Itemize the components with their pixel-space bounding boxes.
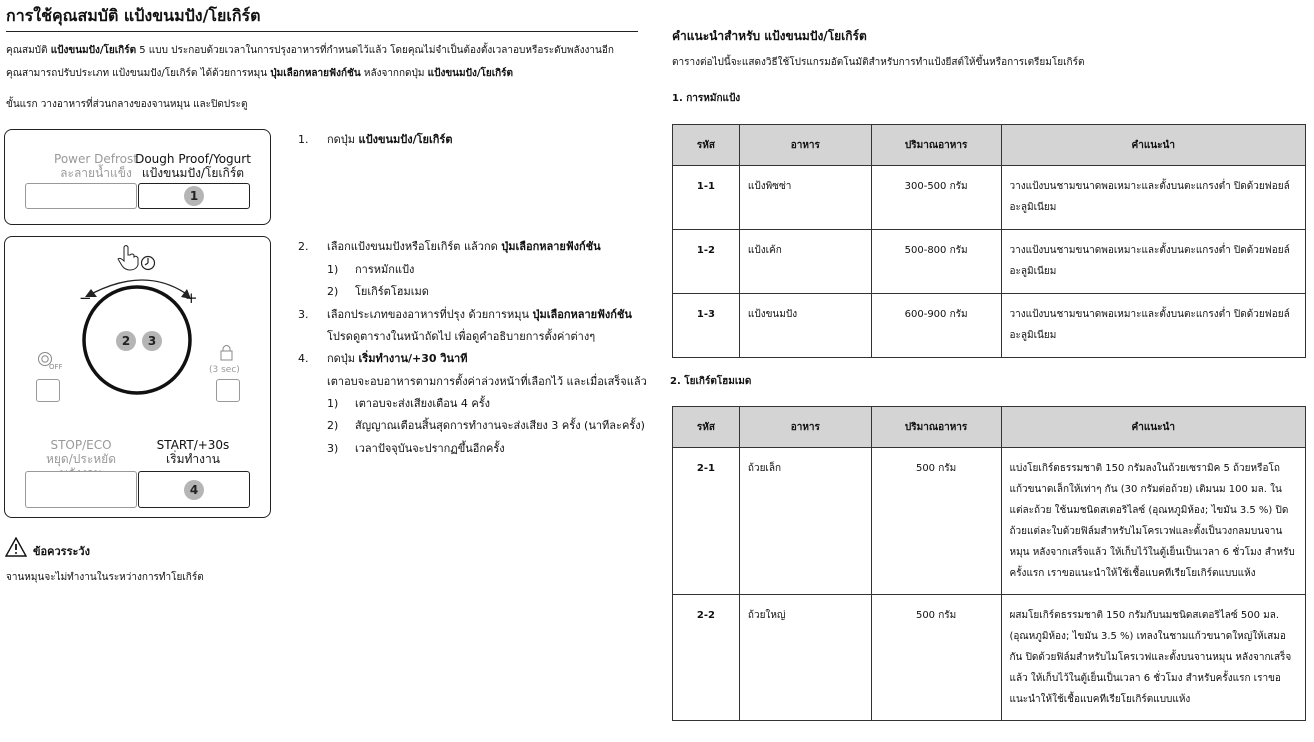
power-defrost-label: Power Defrost ละลายน้ำแข็ง: [54, 152, 138, 180]
col-food-header: อาหาร: [739, 407, 871, 448]
table-row: [673, 448, 1306, 595]
step-4-note: เตาอบจะอบอาหารตามการตั้งค่าล่วงหน้าที่เลือกไว้ และเมื่อเสร็จแล้ว: [327, 375, 647, 388]
power-defrost-button[interactable]: [25, 183, 137, 209]
step-3: 3. เลือกประเภทของอาหารที่ปรุง ด้วยการหมุน ปุ่มเลือกหลายฟังก์ชัน: [298, 308, 632, 321]
row-quantity: 300-500 กรัม: [871, 166, 1001, 230]
table-row: [673, 166, 1306, 230]
row-code: 2-2: [673, 595, 740, 721]
col-code-header: รหัส: [673, 407, 740, 448]
caution-text: จานหมุนจะไม่ทำงานในระหว่างการทำโยเกิร์ต: [6, 572, 204, 583]
lock-duration-label: (3 sec): [209, 365, 240, 375]
intro-line-2: คุณสามารถปรับประเภท แป้งขนมปัง/โยเกิร์ต ได้ด้วยการหมุน ปุ่มเลือกหลายฟังก์ชัน หลังจากกดปุ่ม แป้งขนมปัง/โยเกิร์ต: [6, 68, 514, 79]
multi-function-dial[interactable]: [84, 287, 190, 393]
step-3-note: โปรดดูตารางในหน้าถัดไป เพื่อดูคำอธิบายการตั้งค่าต่างๆ: [327, 330, 596, 343]
section-subtitle: ตารางต่อไปนี้จะแสดงวิธีใช้โปรแกรมอัตโนมัติสำหรับการทำแป้งยีสต์ให้ขึ้นหรือการเตรียมโยเกิร์ต: [672, 57, 1085, 68]
row-code: 2-1: [673, 448, 740, 595]
table-header-row: [673, 407, 1306, 448]
row-quantity: 600-900 กรัม: [871, 294, 1001, 358]
col-quantity-header: ปริมาณอาหาร: [871, 125, 1001, 166]
table-row: [673, 294, 1306, 358]
plus-sign: +: [185, 289, 198, 307]
title-divider: [6, 31, 638, 32]
table1-heading: 1. การหมักแป้ง: [672, 93, 741, 104]
row-food: แป้งขนมปัง: [739, 294, 871, 358]
step-2: 2. เลือกแป้งขนมปังหรือโยเกิร์ต แล้วกด ปุ่มเลือกหลายฟังก์ชัน: [298, 240, 601, 253]
minus-sign: −: [79, 289, 92, 307]
col-code-header: รหัส: [673, 125, 740, 166]
clock-icon: [142, 257, 155, 270]
row-quantity: 500 กรัม: [871, 595, 1001, 721]
eco-button[interactable]: [36, 379, 60, 402]
row-food: แป้งพิซซ่า: [739, 166, 871, 230]
step-4: 4. กดปุ่ม เริ่มทำงาน/+30 วินาที: [298, 352, 468, 365]
col-quantity-header: ปริมาณอาหาร: [871, 407, 1001, 448]
stop-eco-label: STOP/ECO หยุด/ประหยัด: [45, 438, 117, 466]
row-instruction: วางแป้งบนชามขนาดพอเหมาะและตั้งบนตะแกรงต่ำ ปิดด้วยฟอยล์อะลูมิเนียม: [1001, 230, 1305, 294]
step-badge-2: 2: [116, 331, 136, 351]
col-food-header: อาหาร: [739, 125, 871, 166]
row-code: 1-1: [673, 166, 740, 230]
step-2-option-1: 1) การหมักแป้ง: [327, 263, 415, 276]
child-lock-button[interactable]: [216, 379, 240, 402]
table-header-row: [673, 125, 1306, 166]
dough-proof-label: Dough Proof/Yogurt แป้งขนมปัง/โยเกิร์ต: [135, 152, 251, 180]
step-4-result-3: 3) เวลาปัจจุบันจะปรากฏขึ้นอีกครั้ง: [327, 442, 505, 455]
step-badge-1: 1: [184, 186, 204, 206]
section-title: คำแนะนำสำหรับ แป้งขนมปัง/โยเกิร์ต: [672, 29, 867, 43]
row-code: 1-3: [673, 294, 740, 358]
table2-heading: 2. โยเกิร์ตโฮมเมด: [670, 376, 752, 387]
start-label: START/+30s เริ่มทำงาน: [156, 438, 230, 466]
start-button[interactable]: [138, 471, 250, 508]
intro-line-1: คุณสมบัติ แป้งขนมปัง/โยเกิร์ต 5 แบบ ประกอบด้วยเวลาในการปรุงอาหารที่กำหนดไว้แล้ว โดยคุณไม่จำเป็นต้องตั้งเวลาอบหรือระดับพลังงานอีก: [6, 45, 614, 56]
row-quantity: 500 กรัม: [871, 448, 1001, 595]
row-instruction: ผสมโยเกิร์ตธรรมชาติ 150 กรัมกับนมชนิดสเตอริไลซ์ 500 มล. (อุณหภูมิห้อง; ไขมัน 3.5 %) เทลงในชามแก้วขนาดใหญ่ให้เสมอกัน ปิดด้วยฟิล์มสำหรับไมโครเวฟและตั้งบนจานหมุน หลังจากเสร็จแล้ว ให้เก็บไว้ในตู้เย็นเป็นเวลา 6 ชั่วโมง สำหรับครั้งแรก เราขอแนะนำให้ใช้เชื้อแบคทีเรียโยเกิร์ตแบบแห้ง: [1001, 595, 1306, 721]
page-title: การใช้คุณสมบัติ แป้งขนมปัง/โยเกิร์ต: [6, 6, 261, 25]
row-instruction: แบ่งโยเกิร์ตธรรมชาติ 150 กรัมลงในถ้วยเซรามิค 5 ถ้วยหรือโถแก้วขนาดเล็กให้เท่าๆ กัน (30 กรัมต่อถ้วย) เติมนม 100 มล. ในแต่ละถ้วย ใช้นมชนิดสเตอริไลซ์ (อุณหภูมิห้อง; ไขมัน 3.5 %) ปิดถ้วยแต่ละใบด้วยฟิล์มสำหรับไมโครเวฟและตั้งเป็นวงกลมบนจานหมุน หลังจากเสร็จแล้ว ให้เก็บไว้ในตู้เย็นเป็นเวลา 6 ชั่วโมง สำหรับครั้งแรก เราขอแนะนำให้ใช้เชื้อแบคทีเรียโยเกิร์ตแบบแห้ง: [1001, 448, 1306, 595]
dough-proof-table: [672, 124, 1306, 358]
row-food: ถ้วยใหญ่: [739, 595, 871, 721]
dough-proof-yogurt-button[interactable]: [138, 183, 250, 209]
table-row: [673, 595, 1306, 721]
hand-icon: [118, 246, 138, 271]
step-4-result-1: 1) เตาอบจะส่งเสียงเตือน 4 ครั้ง: [327, 397, 491, 410]
row-quantity: 500-800 กรัม: [871, 230, 1001, 294]
stop-eco-button[interactable]: [25, 471, 137, 508]
step-2-option-2: 2) โยเกิร์ตโฮมเมด: [327, 285, 429, 298]
row-code: 1-2: [673, 230, 740, 294]
row-instruction: วางแป้งบนชามขนาดพอเหมาะและตั้งบนตะแกรงต่ำ ปิดด้วยฟอยล์อะลูมิเนียม: [1001, 166, 1305, 230]
col-instruction-header: คำแนะนำ: [1001, 125, 1305, 166]
control-panel-2: [4, 236, 271, 518]
warning-icon: [5, 537, 27, 557]
yogurt-table: [672, 406, 1306, 721]
step-badge-4: 4: [184, 480, 204, 500]
off-label: OFF: [49, 363, 63, 371]
col-instruction-header: คำแนะนำ: [1001, 407, 1306, 448]
lock-icon: [221, 346, 232, 361]
caution-title: ข้อควรระวัง: [33, 545, 90, 558]
step-badge-3: 3: [142, 331, 162, 351]
control-panel-1: [4, 129, 271, 225]
row-food: ถ้วยเล็ก: [739, 448, 871, 595]
step-4-result-2: 2) สัญญาณเตือนสิ้นสุดการทำงานจะส่งเสียง 3 ครั้ง (นาทีละครั้ง): [327, 419, 645, 432]
table-row: [673, 230, 1306, 294]
row-food: แป้งเค้ก: [739, 230, 871, 294]
first-step-text: ขั้นแรก วางอาหารที่ส่วนกลางของจานหมุน และปิดประตู: [6, 99, 248, 110]
step-1: 1. กดปุ่ม แป้งขนมปัง/โยเกิร์ต: [298, 133, 453, 146]
row-instruction: วางแป้งบนชามขนาดพอเหมาะและตั้งบนตะแกรงต่ำ ปิดด้วยฟอยล์อะลูมิเนียม: [1001, 294, 1305, 358]
